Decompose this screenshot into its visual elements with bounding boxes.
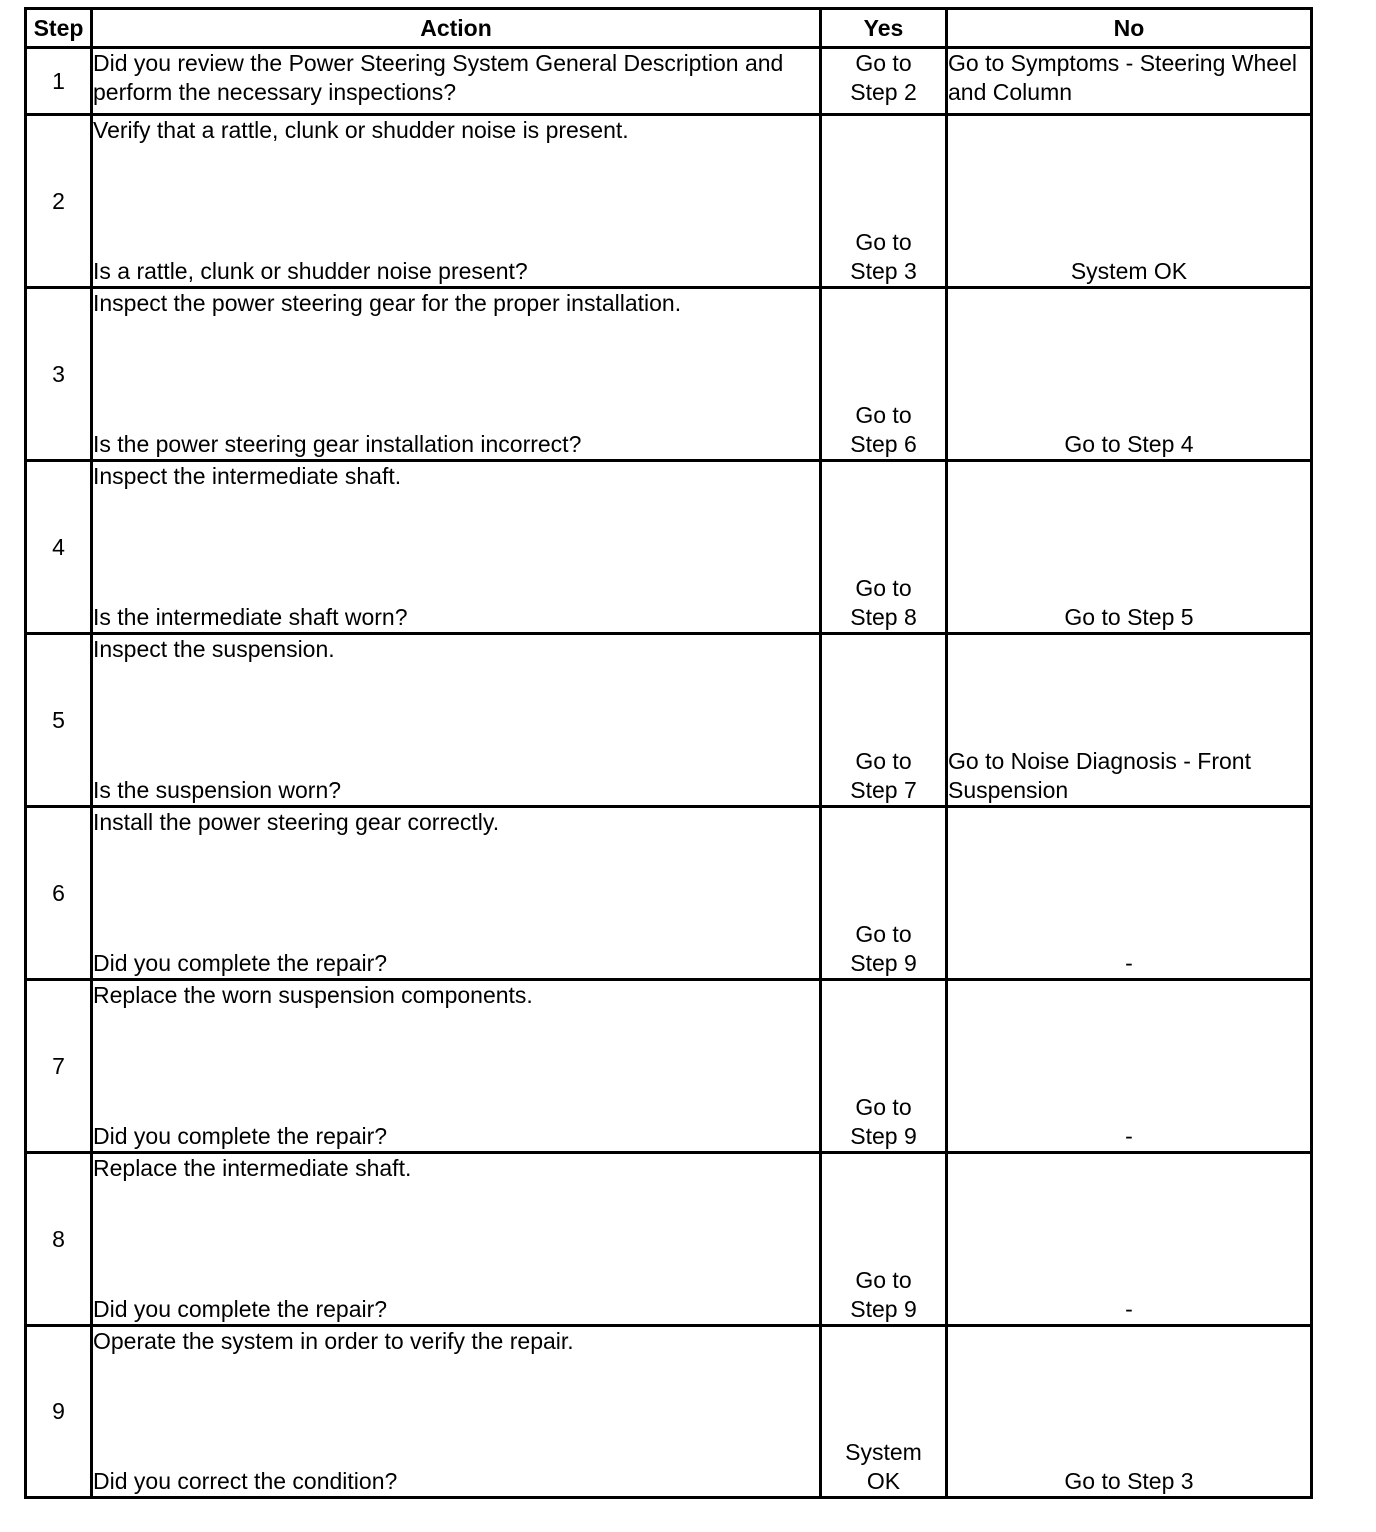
table-row (26, 115, 1312, 288)
step-number: 8 (26, 1153, 92, 1326)
action-question: Did you complete the repair? (93, 1123, 388, 1149)
table-row (26, 807, 1312, 980)
action-question: Is the power steering gear installation incorrect? (93, 431, 582, 457)
table-row (26, 288, 1312, 461)
header-action: Action (92, 9, 821, 48)
action-cell (92, 1326, 821, 1498)
table-row (26, 634, 1312, 807)
yes-result: Go to Step 7 (821, 634, 947, 807)
action-cell (92, 634, 821, 807)
action-question: Did you complete the repair? (93, 950, 388, 976)
action-cell (92, 461, 821, 634)
step-number: 1 (26, 48, 92, 115)
header-row (26, 9, 1312, 48)
action-question: Is a rattle, clunk or shudder noise present? (93, 258, 528, 284)
no-result: Go to Noise Diagnosis - Front Suspension (947, 634, 1312, 807)
yes-result: Go to Step 6 (821, 288, 947, 461)
header-yes: Yes (821, 9, 947, 48)
action-cell (92, 980, 821, 1153)
no-result: Go to Symptoms - Steering Wheel and Column (947, 48, 1312, 115)
action-instruction: Operate the system in order to verify the repair. (93, 1328, 574, 1354)
action-question: Is the intermediate shaft worn? (93, 604, 408, 630)
no-result: - (947, 1153, 1312, 1326)
action-question: Did you correct the condition? (93, 1468, 398, 1494)
action-instruction: Replace the intermediate shaft. (93, 1155, 412, 1181)
step-number: 2 (26, 115, 92, 288)
action-question: Is the suspension worn? (93, 777, 342, 803)
step-number: 3 (26, 288, 92, 461)
table-row (26, 48, 1312, 115)
table-row (26, 980, 1312, 1153)
action-question: Did you complete the repair? (93, 1296, 388, 1322)
step-number: 7 (26, 980, 92, 1153)
action-text: Did you review the Power Steering System General Description and perform the necessary inspections? (93, 50, 784, 105)
header-no: No (947, 9, 1312, 48)
action-cell (92, 288, 821, 461)
no-result: Go to Step 3 (947, 1326, 1312, 1498)
yes-result: System OK (821, 1326, 947, 1498)
action-instruction: Inspect the suspension. (93, 636, 335, 662)
yes-result: Go to Step 9 (821, 1153, 947, 1326)
action-cell (92, 48, 821, 115)
header-step: Step (26, 9, 92, 48)
yes-result: Go to Step 2 (821, 48, 947, 115)
table-row (26, 1326, 1312, 1498)
action-instruction: Replace the worn suspension components. (93, 982, 533, 1008)
action-instruction: Install the power steering gear correctly. (93, 809, 500, 835)
step-number: 5 (26, 634, 92, 807)
yes-result: Go to Step 8 (821, 461, 947, 634)
action-cell (92, 115, 821, 288)
table-row (26, 461, 1312, 634)
step-number: 4 (26, 461, 92, 634)
action-instruction: Inspect the intermediate shaft. (93, 463, 402, 489)
no-result: - (947, 980, 1312, 1153)
action-instruction: Verify that a rattle, clunk or shudder noise is present. (93, 117, 629, 143)
step-number: 6 (26, 807, 92, 980)
yes-result: Go to Step 9 (821, 980, 947, 1153)
action-cell (92, 1153, 821, 1326)
diagnostic-table (24, 7, 1313, 1499)
no-result: - (947, 807, 1312, 980)
yes-result: Go to Step 3 (821, 115, 947, 288)
yes-result: Go to Step 9 (821, 807, 947, 980)
no-result: Go to Step 4 (947, 288, 1312, 461)
action-cell (92, 807, 821, 980)
step-number: 9 (26, 1326, 92, 1498)
table-row (26, 1153, 1312, 1326)
no-result: Go to Step 5 (947, 461, 1312, 634)
no-result: System OK (947, 115, 1312, 288)
action-instruction: Inspect the power steering gear for the proper installation. (93, 290, 682, 316)
